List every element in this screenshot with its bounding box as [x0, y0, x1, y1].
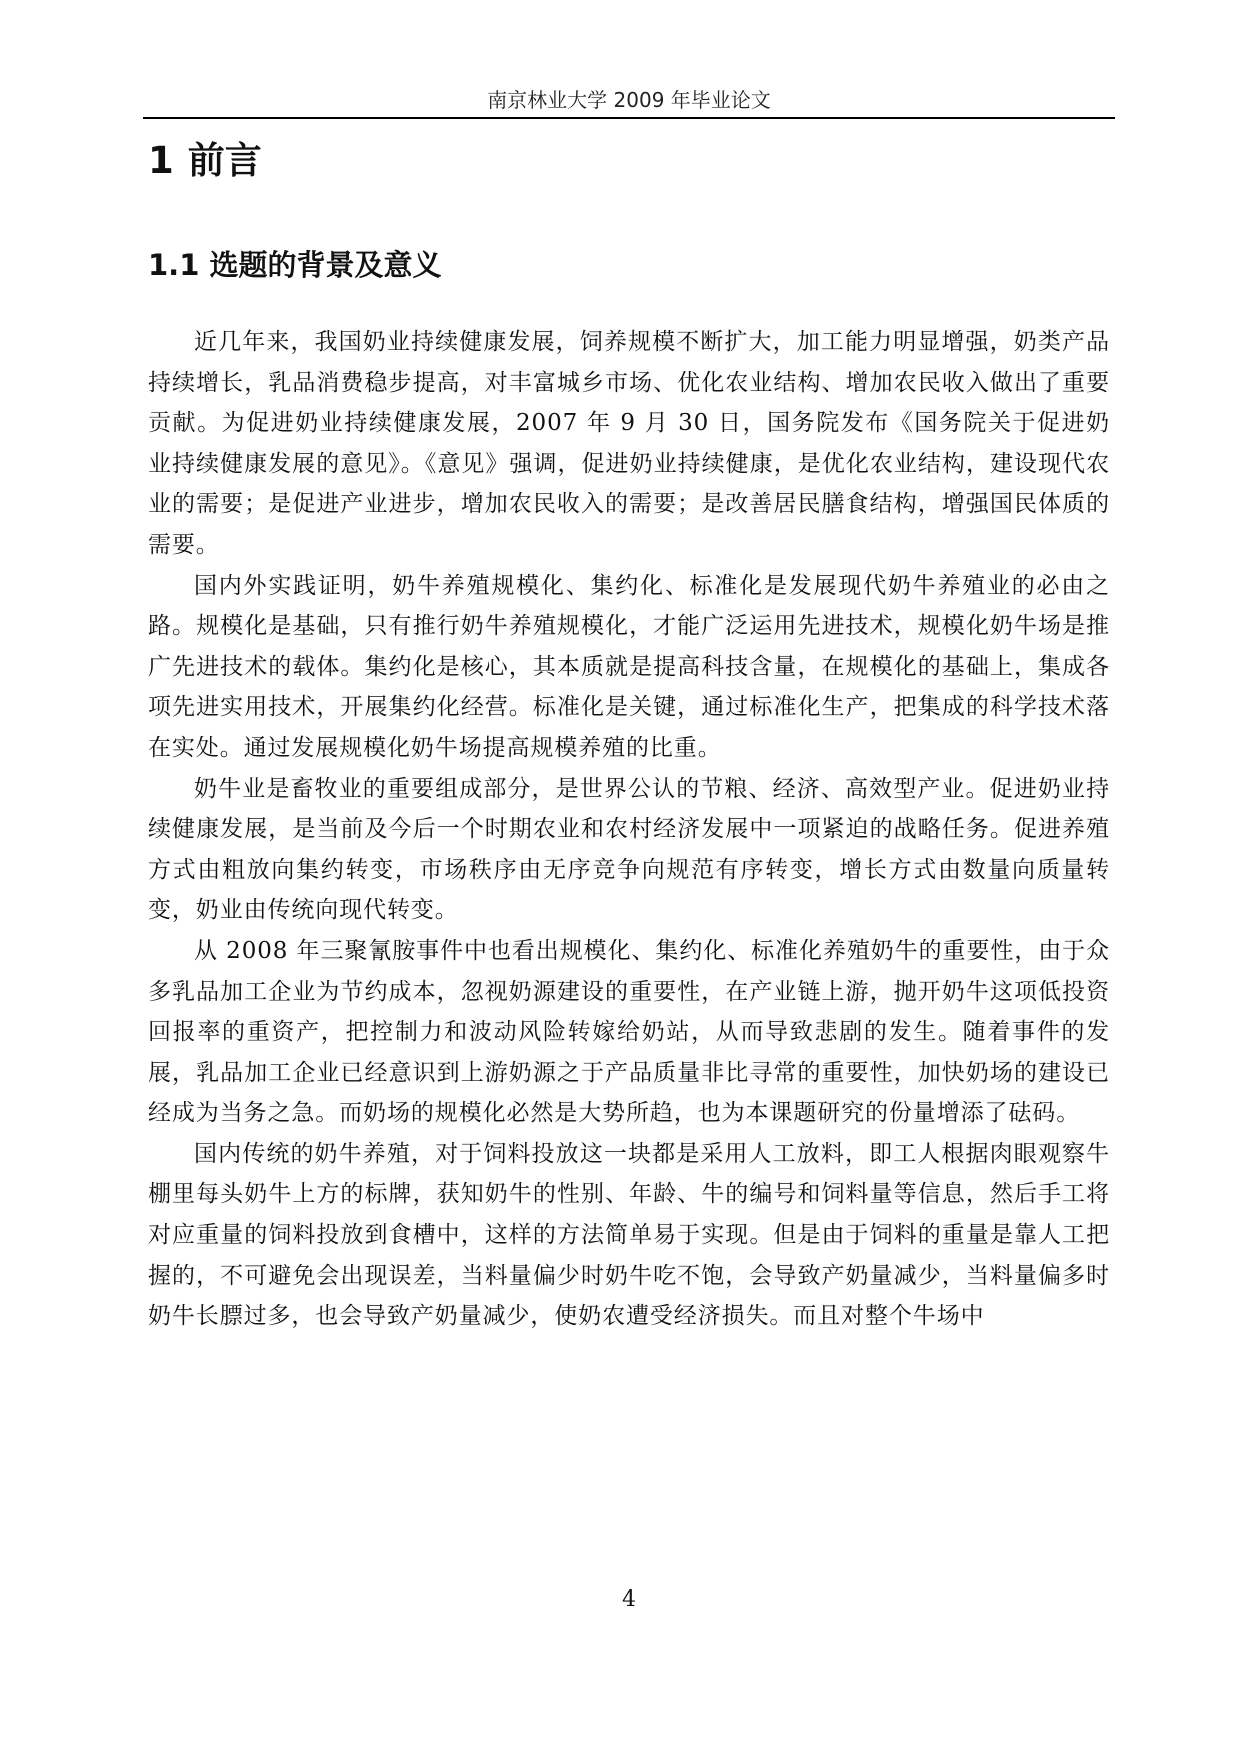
paragraph-3: 奶牛业是畜牧业的重要组成部分，是世界公认的节粮、经济、高效型产业。促进奶业持续健康发展，是当前及今后一个时期农业和农村经济发展中一项紧迫的战略任务。促进养殖方式由粗放向集约转变，市场秩序由无序竞争向规范有序转变，增长方式由数量向质量转变，奶业由传统向现代转变。: [148, 775, 1110, 924]
paragraph-2: 国内外实践证明，奶牛养殖规模化、集约化、标准化是发展现代奶牛养殖业的必由之路。规模化是基础，只有推行奶牛养殖规模化，才能广泛运用先进技术，规模化奶牛场是推广先进技术的载体。集约化是核心，其本质就是提高科技含量，在规模化的基础上，集成各项先进实用技术，开展集约化经营。标准化是关键，通过标准化生产，把集成的科学技术落在实处。通过发展规模化奶牛场提高规模养殖的比重。: [148, 572, 1110, 761]
chapter-number: 1: [148, 139, 174, 182]
section-title: 1.1 选题的背景及意义: [148, 248, 442, 282]
running-header: 南京林业大学 2009 年毕业论文: [487, 88, 771, 112]
paragraph-5: 国内传统的奶牛养殖，对于饲料投放这一块都是采用人工放料，即工人根据肉眼观察牛棚里每头奶牛上方的标牌，获知奶牛的性别、年龄、牛的编号和饲料量等信息，然后手工将对应重量的饲料投放到食槽中，这样的方法简单易于实现。但是由于饲料的重量是靠人工把握的，不可避免会出现误差，当料量偏少时奶牛吃不饱，会导致产奶量减少，当料量偏多时奶牛长膘过多，也会导致产奶量减少，使奶农遭受经济损失。而且对整个牛场中: [148, 1140, 1110, 1330]
body-text: [148, 322, 1110, 1337]
page-number: 4: [622, 1587, 636, 1612]
chapter-title-text: 前言: [187, 139, 262, 182]
paragraph-4: 从 2008 年三聚氰胺事件中也看出规模化、集约化、标准化养殖奶牛的重要性，由于众多乳品加工企业为节约成本，忽视奶源建设的重要性，在产业链上游，抛开奶牛这项低投资回报率的重资产，把控制力和波动风险转嫁给奶站，从而导致悲剧的发生。随着事件的发展，乳品加工企业已经意识到上游奶源之于产品质量非比寻常的重要性，加快奶场的建设已经成为当务之急。而奶场的规模化必然是大势所趋，也为本课题研究的份量增添了砝码。: [148, 937, 1110, 1127]
paragraph-1: 近几年来，我国奶业持续健康发展，饲养规模不断扩大，加工能力明显增强，奶类产品持续增长，乳品消费稳步提高，对丰富城乡市场、优化农业结构、增加农民收入做出了重要贡献。为促进奶业持续健康发展，2007 年 9 月 30 日，国务院发布《国务院关于促进奶业持续健康发展的意见》。《意见》强调，促进奶业持续健康，是优化农业结构，建设现代农业的需要；是促进产业进步，增加农民收入的需要；是改善居民膳食结构，增强国民体质的需要。: [148, 329, 1110, 558]
header-rule: [143, 117, 1115, 119]
chapter-title: [148, 136, 262, 186]
